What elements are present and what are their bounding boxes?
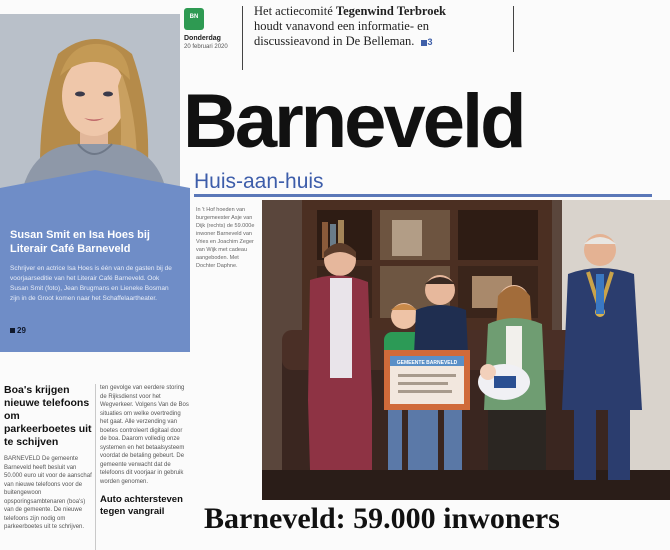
- column-divider: [95, 384, 96, 550]
- masthead-title: Barneveld: [183, 79, 524, 164]
- masthead-subtitle: Huis-aan-huis: [194, 170, 324, 193]
- news-article-boas: [4, 384, 92, 532]
- article-headline[interactable]: Auto achtersteven tegen vangrail: [100, 494, 183, 517]
- promo-page-number: 29: [17, 326, 26, 335]
- main-photo: [262, 200, 670, 500]
- teaser-text: Het actiecomité: [254, 4, 333, 18]
- certificate-title: GEMEENTE BARNEVELD: [396, 360, 458, 366]
- logo-text: BN: [189, 14, 199, 20]
- article-body: ten gevolge van eerdere storing de Rijksdienst voor het Wegverkeer. Volgens Van de Bos situaties om welke overtreding het gaat. Alle verzending van boetes controleert digitaal door de boa. Daarom volledig onze systemen en het betaalsysteem voordat de betaling gebeurt. De gemeente verwacht dat de telefoons dit voorjaar in gebruik worden genomen.: [100, 385, 189, 485]
- article-body: BARNEVELD De gemeente Barneveld heeft besluit van 50.000 euro uit voor de aanschaf van nieuwe telefoons voor de buitengewoon opsporingsambtenaren (boa's) van de gemeente. De nieuwe telefoons zijn nodig om parkeerboetes uit te schrijven.: [4, 456, 92, 530]
- edition-date: 20 februari 2020: [184, 44, 228, 50]
- teaser-page-number: 3: [427, 37, 433, 47]
- promo-notch: [0, 168, 190, 198]
- teaser-page-ref: [418, 37, 433, 47]
- promo-page-ref: [10, 326, 26, 335]
- header-divider: [513, 6, 514, 52]
- bottom-headline[interactable]: Barneveld: 59.000 inwoners: [204, 502, 560, 535]
- masthead-rule: [194, 194, 652, 197]
- promo-body: Schrijver en actrice Isa Hoes is één van de gasten bij de voorjaarseditie van het Literair Café Barneveld. Ook Susan Smit (foto), Jean Brugmans en Lieneke Bosman zijn in de Groot komen naar het Schaffelaartheater.: [10, 265, 172, 302]
- teaser-text: discussieavond in De Belleman.: [254, 34, 415, 48]
- promo-title[interactable]: Susan Smit en Isa Hoes bij Literair Café Barneveld: [10, 229, 150, 255]
- teaser-text: houdt vanavond een informatie- en: [254, 19, 429, 33]
- page-marker-icon: [10, 328, 15, 333]
- article-headline[interactable]: Boa's krijgen nieuwe telefoons om parkeerboetes uit te schijven: [4, 384, 92, 448]
- teaser-bold: Tegenwind Terbroek: [335, 4, 447, 18]
- page-marker-icon: [421, 40, 427, 46]
- brand-logo: [184, 8, 204, 30]
- edition-day: Donderdag: [184, 35, 221, 42]
- header-divider: [242, 6, 243, 70]
- photo-caption: In 't Hof hoeden van burgemeester Asje van Dijk (rechts) de 59.000e inwoner Barneveld van Vries en Joachim Zeger van Wijk met cadeau aangeboden. Met Dochter Daphne.: [196, 207, 255, 269]
- news-article-auto: [100, 384, 190, 518]
- header-teaser[interactable]: [254, 4, 524, 50]
